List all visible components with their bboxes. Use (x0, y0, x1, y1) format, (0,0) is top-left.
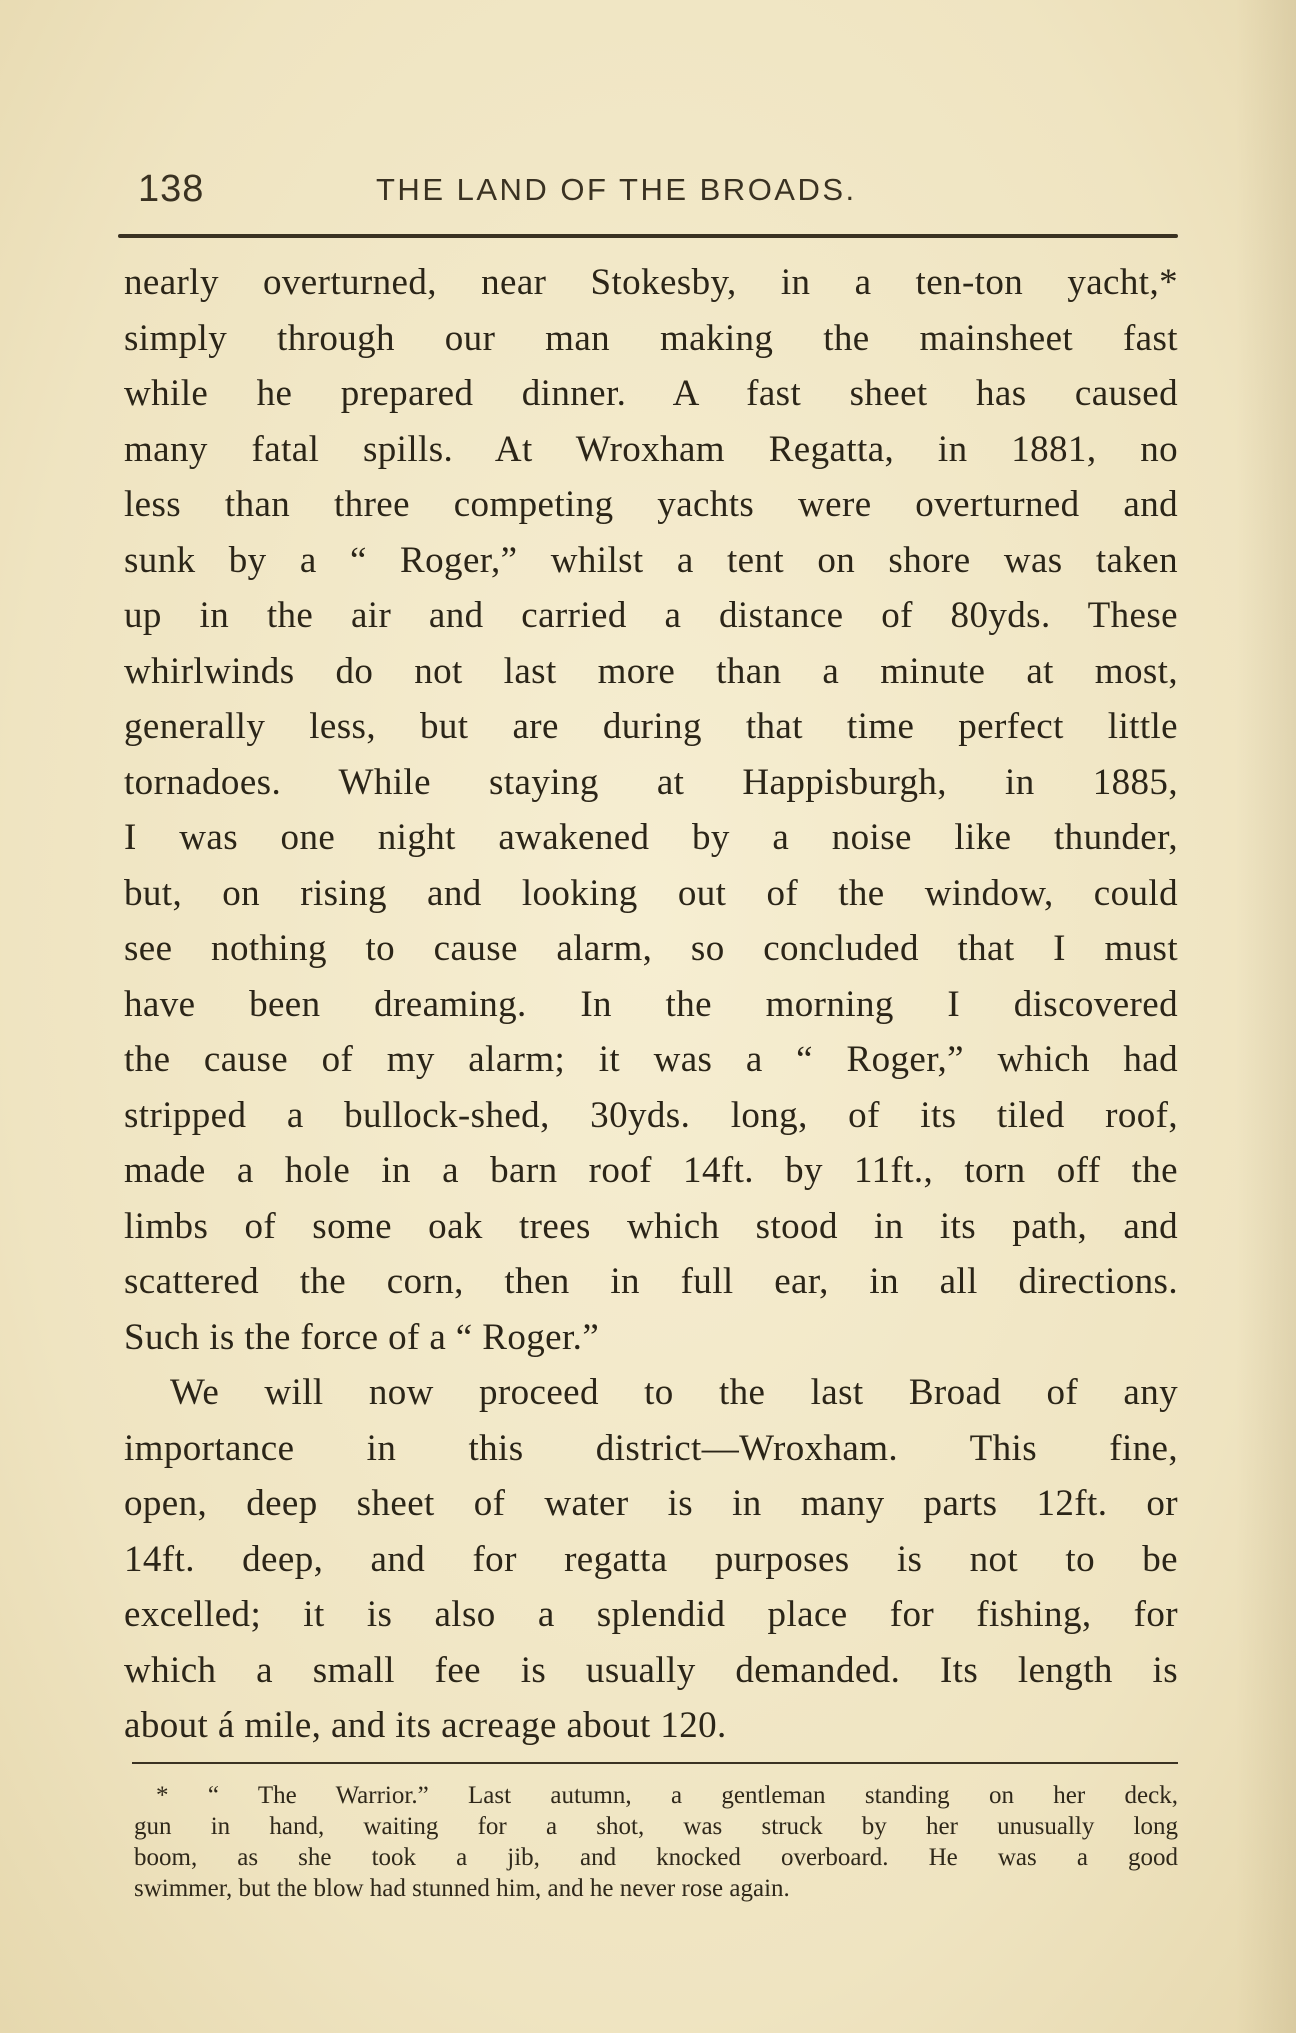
body-text (124, 255, 1178, 1754)
text-line: scattered the corn, then in full ear, in all directions. (124, 1261, 1178, 1302)
text-line: up in the air and carried a distance of 80yds. These (124, 595, 1178, 636)
running-title: THE LAND OF THE BROADS. (376, 172, 857, 207)
footnote-line: gun in hand, waiting for a shot, was struck by her unusually long (134, 1813, 1178, 1840)
footnote (134, 1780, 1178, 1904)
text-line: stripped a bullock-shed, 30yds. long, of its tiled roof, (124, 1094, 1178, 1136)
footnote-line: boom, as she took a jib, and knocked overboard. He was a good (134, 1844, 1178, 1871)
page-edge-shadow (1236, 0, 1296, 2033)
text-line: about á mile, and its acreage about 120. (124, 1705, 727, 1746)
text-line: have been dreaming. In the morning I discovered (124, 983, 1178, 1025)
text-line: tornadoes. While staying at Happisburgh, in 1885, (124, 761, 1178, 803)
paragraph-start-line: We will now proceed to the last Broad of any (170, 1372, 1178, 1413)
text-line: whirlwinds do not last more than a minute at most, (124, 650, 1178, 692)
text-line: importance in this district—Wroxham. This fine, (124, 1427, 1178, 1469)
footnote-line: swimmer, but the blow had stunned him, and he never rose again. (134, 1875, 790, 1902)
text-line: excelled; it is also a splendid place for fishing, for (124, 1594, 1178, 1635)
text-line: the cause of my alarm; it was a “ Roger,” which had (124, 1039, 1178, 1080)
text-line: generally less, but are during that time perfect little (124, 706, 1178, 747)
text-line: open, deep sheet of water is in many parts 12ft. or (124, 1483, 1178, 1524)
text-line: less than three competing yachts were overturned and (124, 484, 1178, 525)
footnote-line: * “ The Warrior.” Last autumn, a gentleman standing on her deck, (156, 1782, 1178, 1809)
text-line: but, on rising and looking out of the window, could (124, 872, 1178, 914)
text-line: nearly overturned, near Stokesby, in a ten-ton yacht,* (124, 262, 1178, 303)
text-line: simply through our man making the mainsheet fast (124, 317, 1178, 359)
text-line: Such is the force of a “ Roger.” (124, 1316, 600, 1358)
header-rule (118, 234, 1178, 238)
footnote-rule (132, 1762, 1178, 1764)
page-number: 138 (138, 168, 205, 210)
text-line: while he prepared dinner. A fast sheet has caused (124, 373, 1178, 414)
text-line: 14ft. deep, and for regatta purposes is not to be (124, 1538, 1178, 1580)
text-line: sunk by a “ Roger,” whilst a tent on shore was taken (124, 539, 1178, 581)
text-line: see nothing to cause alarm, so concluded that I must (124, 928, 1178, 969)
text-line: many fatal spills. At Wroxham Regatta, in 1881, no (124, 428, 1178, 470)
text-line: limbs of some oak trees which stood in its path, and (124, 1205, 1178, 1247)
text-line: I was one night awakened by a noise like thunder, (124, 817, 1178, 858)
text-line: made a hole in a barn roof 14ft. by 11ft., torn off the (124, 1150, 1178, 1191)
page-header (138, 160, 1178, 220)
text-line: which a small fee is usually demanded. Its length is (124, 1649, 1178, 1691)
